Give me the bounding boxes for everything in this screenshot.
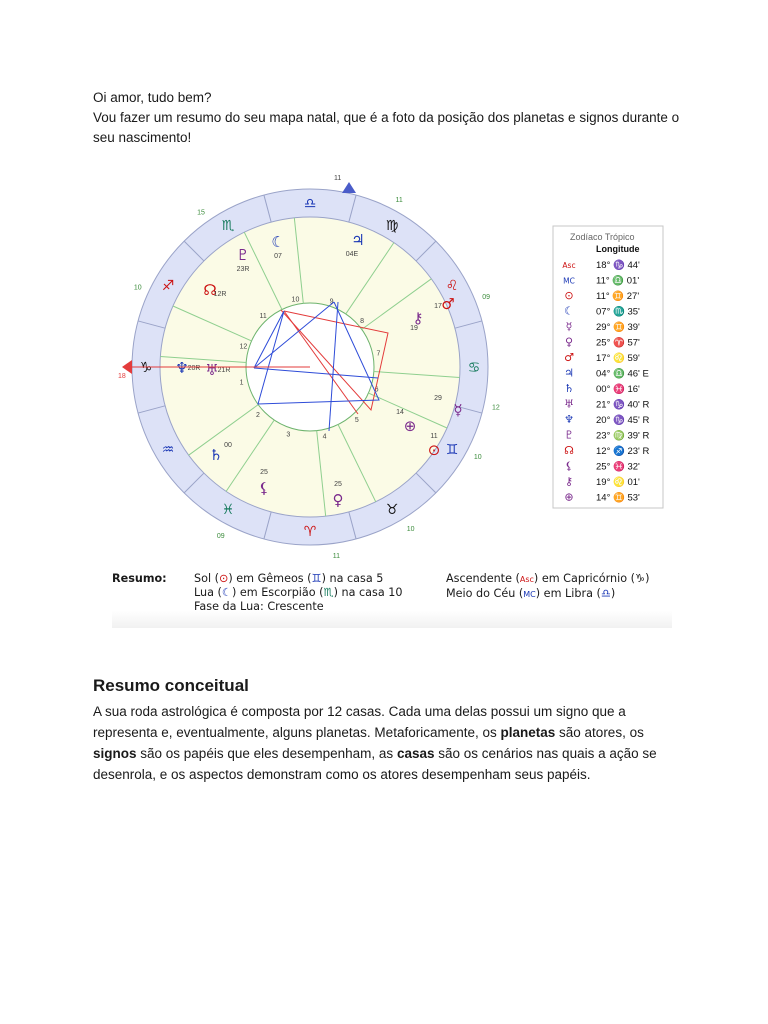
- planet-glyph: ⚷: [412, 309, 424, 327]
- planet-glyph: ☊: [203, 281, 217, 299]
- mc-symbol: MC: [523, 590, 536, 599]
- greeting: Oi amor, tudo bem?: [93, 90, 212, 105]
- table-row-value: 25° ♓ 32': [596, 461, 640, 473]
- table-row-symbol: Asc: [562, 261, 576, 270]
- sign-glyph: ♌: [445, 278, 459, 294]
- planet-glyph: ♇: [236, 246, 250, 264]
- cusp-degree-label: 09: [482, 293, 491, 301]
- table-row-value: 12° ♐ 23' R: [596, 446, 650, 457]
- planet-glyph: ☾: [271, 233, 285, 251]
- table-row-value: 23° ♍ 39' R: [596, 430, 650, 442]
- intro: [93, 88, 693, 148]
- planet-glyph: ⊕: [403, 417, 417, 435]
- cusp-degree-label: 10: [406, 526, 415, 534]
- table-row-value: 04° ♎ 46' E: [596, 368, 649, 380]
- house-number: 9: [329, 298, 334, 306]
- cusp-degree-label: 11: [332, 553, 341, 561]
- table-row-symbol: ⚷: [564, 475, 574, 488]
- table-row-value: 21° ♑ 40' R: [596, 399, 650, 411]
- section-paragraph: A sua roda astrológica é composta por 12 casas. Cada uma delas possui um signo que a representa e, eventualmente, alguns planetas. Metaforicamente, os planetas são atores, os signos são os papéis que eles desempenham, as casas são os cenários nas quais a ação se desenrola, e os aspectos demonstram como os atores desempenham seus papéis.: [93, 704, 657, 782]
- asc-symbol: Asc: [519, 575, 534, 584]
- libra-symbol: ♎: [600, 587, 611, 600]
- planet-glyph: ⊙: [427, 441, 441, 459]
- table-row-symbol: ♄: [564, 382, 574, 395]
- house-number: 10: [291, 296, 300, 304]
- planet-degree: 25: [334, 481, 342, 488]
- planet-degree: 11: [430, 433, 438, 440]
- sign-glyph: ♒: [161, 442, 175, 458]
- planet-degree: 21R: [217, 367, 231, 374]
- zodiac-wheel: [118, 175, 500, 560]
- natal-chart-svg: [108, 160, 668, 622]
- table-row-symbol: ⊙: [564, 289, 574, 302]
- gemini-symbol: ♊: [311, 572, 322, 585]
- sun-symbol: ⊙: [218, 572, 229, 585]
- asc-marker: [122, 360, 132, 374]
- table-row-value: 17° ♌ 59': [596, 353, 640, 364]
- sign-glyph: ♐: [161, 278, 175, 294]
- planet-glyph: ☿: [453, 401, 463, 419]
- table-row-value: 19° ♌ 01': [596, 477, 640, 488]
- summary-moon: Lua (☾) em Escorpião (♏) na casa 10: [194, 586, 403, 599]
- table-row-symbol: ♂: [564, 351, 574, 364]
- mc-label: 11: [334, 175, 342, 182]
- cusp-degree-label: 09: [216, 532, 225, 540]
- mc-marker: [342, 182, 356, 193]
- summary-sun: Sol (⊙) em Gêmeos (♊) na casa 5: [194, 572, 384, 585]
- table-row-symbol: ☾: [564, 304, 574, 318]
- table-row-value: 11° ♎ 01': [596, 275, 640, 287]
- house-number: 11: [259, 312, 267, 320]
- capricorn-symbol: ♑: [635, 572, 646, 585]
- table-row-symbol: MC: [563, 276, 575, 286]
- summary-midheaven: Meio do Céu (MC) em Libra (♎): [446, 587, 616, 600]
- planet-glyph: ♂: [441, 295, 455, 313]
- planet-degree: 00: [224, 442, 232, 449]
- table-row-symbol: ☿: [565, 320, 573, 333]
- sign-glyph: ♏: [221, 217, 235, 234]
- planet-degree: 12R: [213, 291, 227, 298]
- house-number: 2: [256, 411, 260, 419]
- planet-degree: 23R: [236, 266, 250, 273]
- house-number: 7: [376, 350, 381, 358]
- sign-glyph: ♑: [139, 360, 153, 376]
- house-number: 3: [286, 431, 291, 439]
- table-row-value: 29° ♊ 39': [596, 322, 640, 333]
- summary-label: Resumo:: [112, 572, 167, 585]
- cusp-degree-label: 11: [395, 197, 403, 205]
- planet-glyph: ♆: [175, 359, 189, 377]
- natal-chart: [108, 160, 668, 622]
- cusp-degree-label: 10: [473, 454, 482, 462]
- table-row-symbol: ♃: [564, 366, 574, 380]
- intro-paragraph: Vou fazer um resumo do seu mapa natal, que é a foto da posição dos planetas e signos durante o seu nascimento!: [93, 110, 680, 145]
- asc-label: 18: [118, 373, 126, 380]
- table-row-value: 14° ♊ 53': [596, 492, 640, 504]
- table-row-value: 11° ♊ 27': [596, 291, 640, 302]
- planet-degree: 20R: [187, 365, 201, 372]
- bold-planetas: planetas: [500, 725, 556, 740]
- planet-glyph: ♃: [351, 231, 365, 249]
- table-row-symbol: ⊕: [564, 490, 574, 504]
- moon-symbol: ☾: [221, 586, 232, 599]
- sign-glyph: ♋: [467, 360, 481, 376]
- cusp-degree-label: 15: [197, 209, 205, 217]
- table-row-value: 25° ♈ 57': [596, 337, 640, 349]
- table-row-value: 00° ♓ 16': [596, 384, 640, 395]
- planet-degree: 17: [434, 303, 442, 310]
- sign-glyph: ♉: [385, 502, 399, 519]
- planet-glyph: ♀: [332, 491, 344, 509]
- table-row-symbol: ♀: [564, 335, 574, 349]
- bold-casas: casas: [396, 746, 435, 761]
- house-number: 12: [239, 343, 248, 351]
- table-header: Longitude: [596, 244, 640, 254]
- house-number: 5: [354, 417, 359, 425]
- summary-moon-phase: Fase da Lua: Crescente: [194, 600, 324, 613]
- planet-degree: 29: [434, 395, 442, 402]
- planet-degree: 07: [274, 253, 282, 260]
- house-number: 1: [239, 379, 244, 387]
- house-number: 4: [322, 433, 327, 441]
- bold-signos: signos: [93, 746, 137, 761]
- summary-col-right: [446, 572, 649, 602]
- table-row-symbol: ⚸: [564, 459, 574, 473]
- planet-glyph: ♅: [205, 361, 219, 379]
- scorpio-symbol: ♏: [323, 586, 334, 599]
- longitude-table: [553, 226, 663, 508]
- section-title: Resumo conceitual: [93, 676, 249, 695]
- table-row-symbol: ♅: [564, 397, 574, 411]
- planet-degree: 25: [260, 469, 268, 476]
- summary-ascendant: Ascendente (Asc) em Capricórnio (♑): [446, 572, 650, 585]
- summary-col-left: [194, 572, 402, 614]
- table-row-symbol: ♇: [564, 428, 574, 442]
- table-row-symbol: ☊: [564, 444, 574, 457]
- house-number: 8: [360, 318, 364, 326]
- planet-degree: 19: [410, 325, 418, 332]
- sign-glyph: ♍: [385, 217, 399, 234]
- sign-glyph: ♎: [303, 196, 317, 212]
- planet-degree: 14: [396, 409, 404, 416]
- sign-glyph: ♈: [303, 524, 317, 540]
- house-number: 6: [374, 386, 379, 394]
- planet-glyph: ♄: [209, 446, 223, 464]
- table-row-value: 07° ♏ 35': [596, 306, 640, 318]
- table-row-value: 20° ♑ 45' R: [596, 415, 650, 426]
- cusp-degree-label: 10: [133, 284, 142, 292]
- table-title: Zodíaco Trópico: [570, 232, 635, 242]
- planet-degree: 04E: [345, 251, 359, 258]
- table-row-value: 18° ♑ 44': [596, 260, 640, 271]
- sign-glyph: ♓: [221, 502, 235, 519]
- planet-glyph: ⚸: [258, 479, 270, 497]
- sign-glyph: ♊: [445, 442, 459, 458]
- cusp-degree-label: 12: [491, 404, 500, 412]
- table-row-symbol: ♆: [564, 413, 574, 426]
- chart-summary: [112, 570, 672, 628]
